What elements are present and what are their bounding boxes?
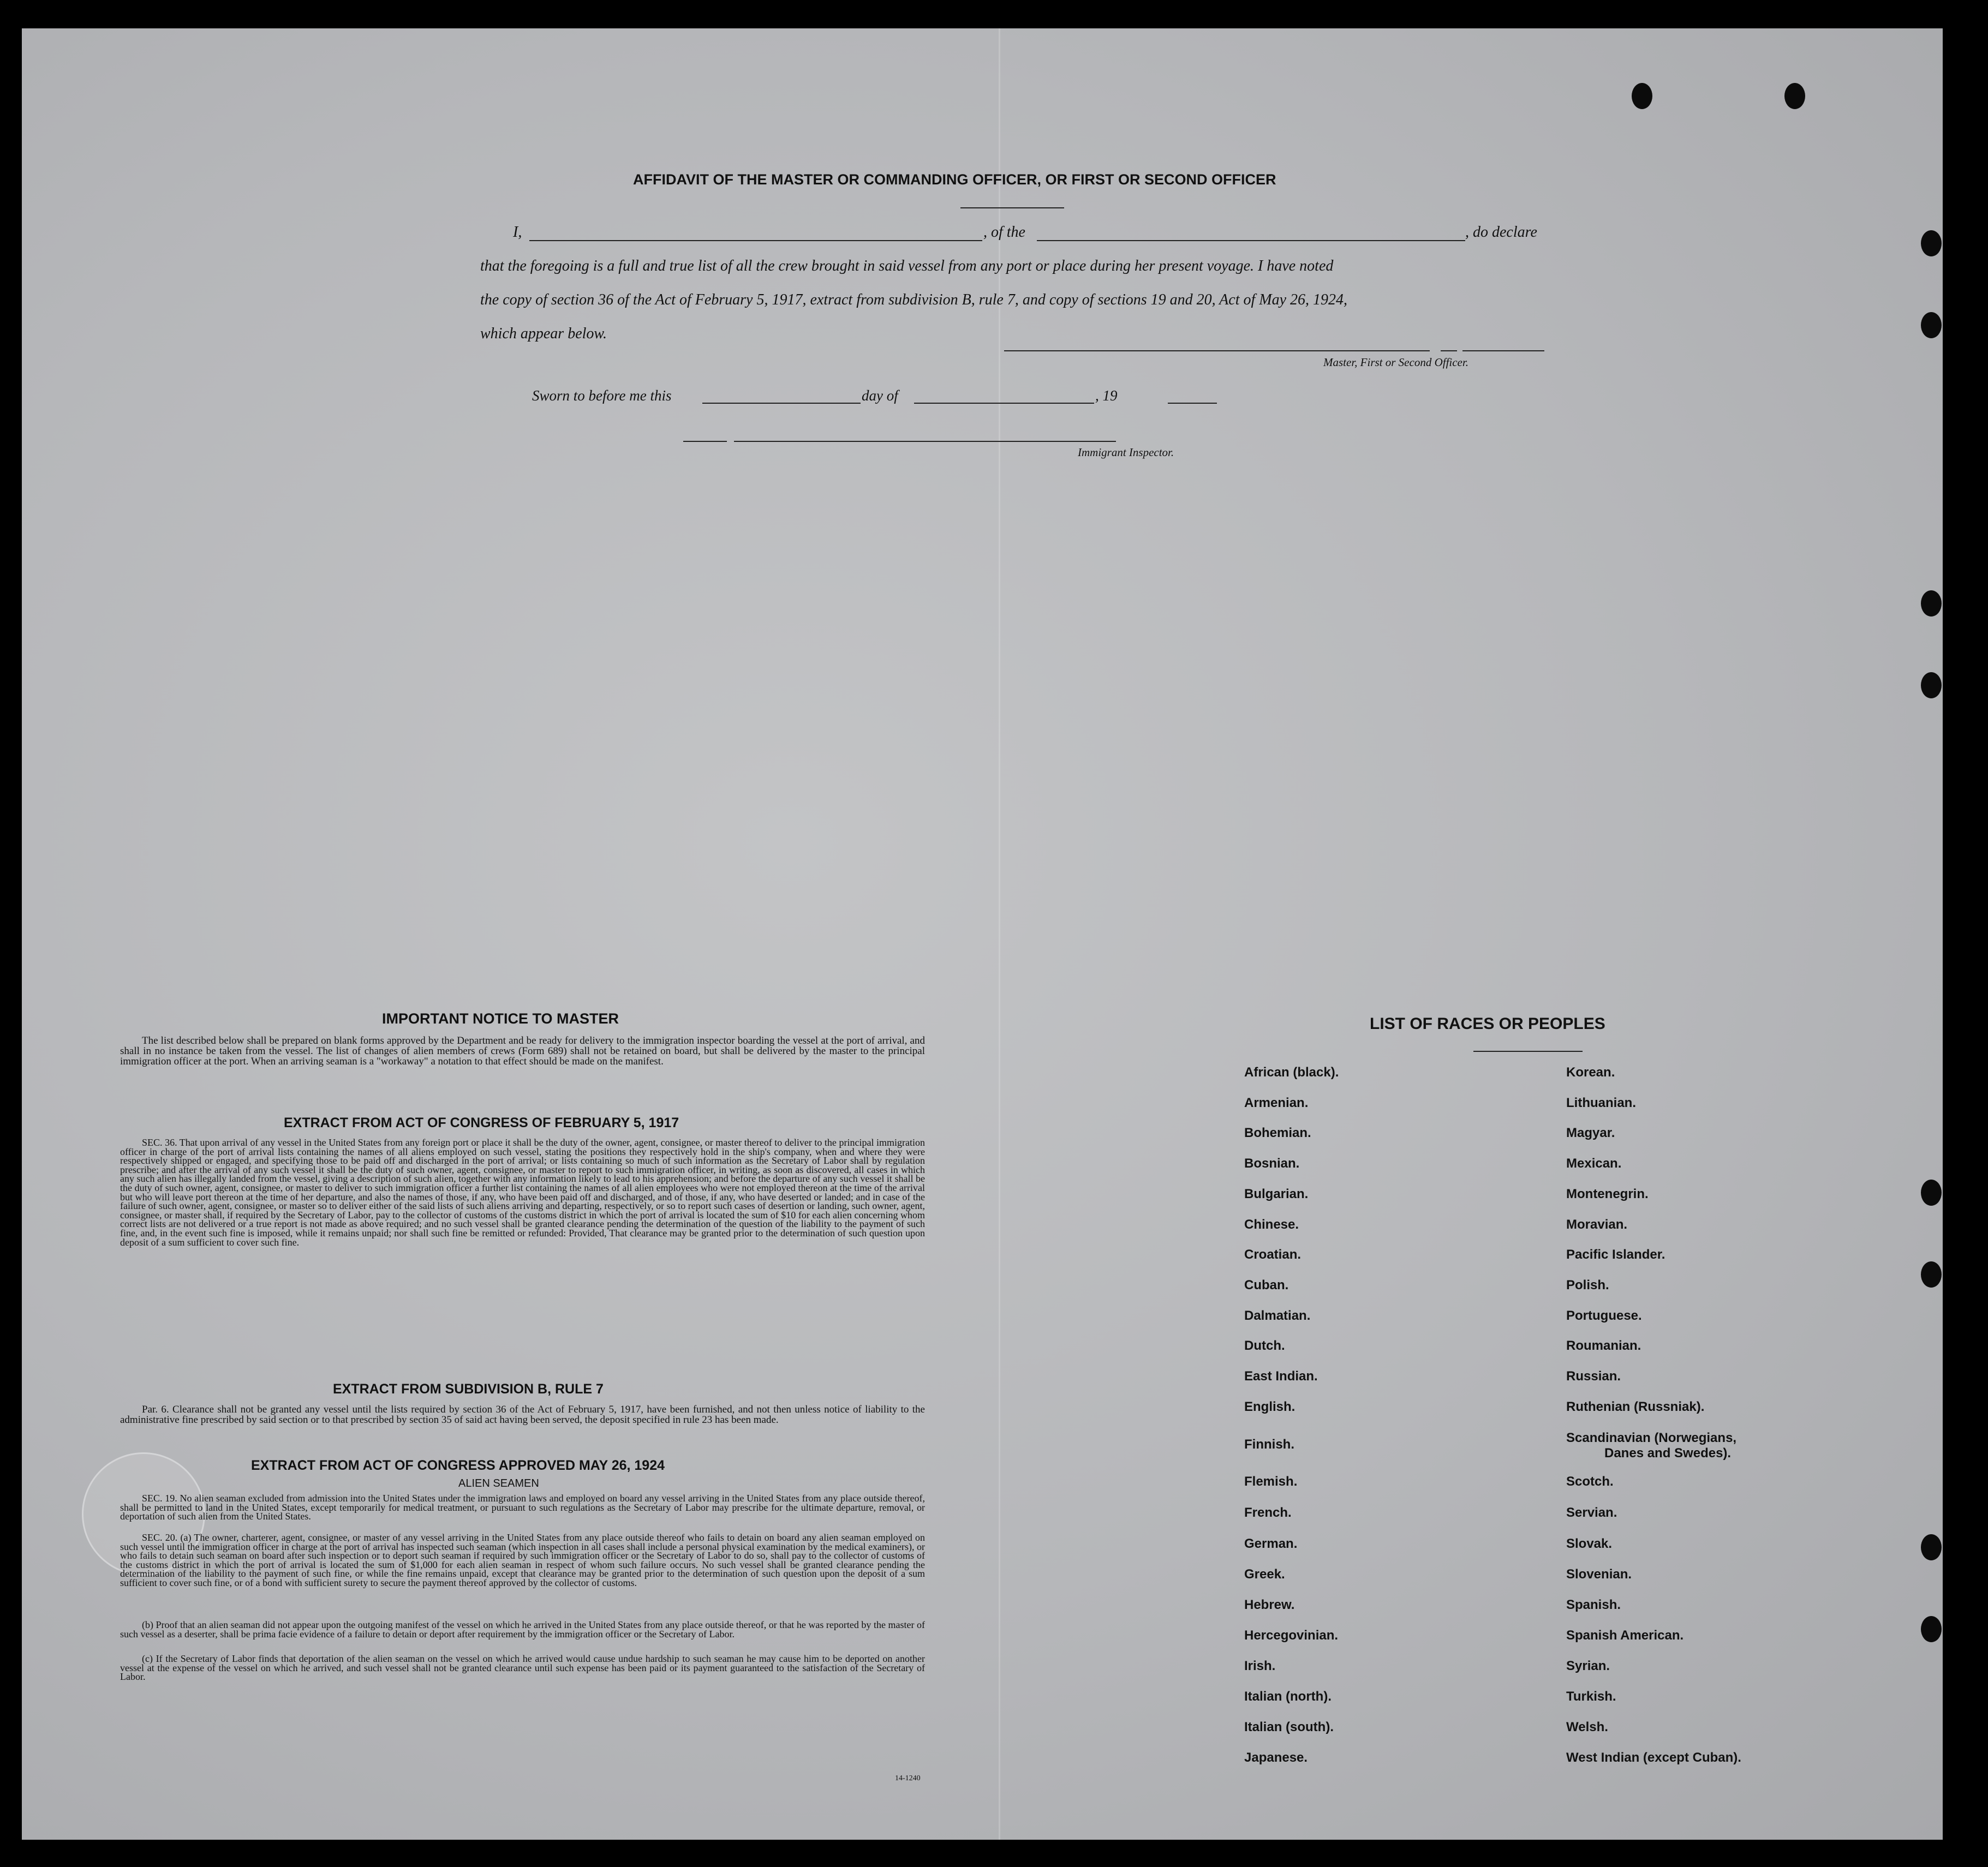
punch-hole bbox=[1921, 1534, 1942, 1560]
race-item: Croatian. bbox=[1244, 1247, 1302, 1262]
sec19-text: SEC. 19. No alien seaman excluded from admission into the United States under the immigration laws and employed on board any vessel arriving in the United States from any place outside thereof, shall be permitted to land in the United States, except temporarily for medical treatment, or pursuant to such regulations as the Secretary of Labor may prescribe for the ultimate departure, removal, or deportation of such alien from the United States. bbox=[120, 1493, 925, 1522]
race-item: Hercegovinian. bbox=[1244, 1628, 1339, 1643]
race-item: German. bbox=[1244, 1536, 1298, 1551]
punch-hole bbox=[1921, 312, 1942, 338]
signature-label: Master, First or Second Officer. bbox=[1323, 356, 1468, 369]
race-item: Ruthenian (Russniak). bbox=[1566, 1399, 1705, 1414]
race-item: Magyar. bbox=[1566, 1126, 1615, 1140]
race-item: Polish. bbox=[1566, 1278, 1609, 1292]
extract-rule7-text: Par. 6. Clearance shall not be granted any vessel until the lists required by section 36 of the Act of February 5, 1917, have been furnished, and not then unless notice of liability to the administrative fine prescribed by said section or to that prescribed by section 35 of said act having been served, the deposit specified in rule 23 has been made. bbox=[120, 1404, 925, 1426]
race-item: Syrian. bbox=[1566, 1659, 1610, 1673]
race-item: Portuguese. bbox=[1566, 1308, 1642, 1323]
race-item: Armenian. bbox=[1244, 1096, 1309, 1110]
race-item: West Indian (except Cuban). bbox=[1566, 1750, 1741, 1765]
affidavit-line-4: which appear below. bbox=[480, 325, 607, 342]
sec20c-text: (c) If the Secretary of Labor finds that deportation of the alien seaman on the vessel on which he arrived would cause undue hardship to such seaman he may cause him to be deported on another vessel at the expense of the vessel on which he arrived, and such vessel shall not be granted clearance until such expense has been paid or its payment guaranteed to the satisfaction of the Secretary of Labor. bbox=[120, 1653, 925, 1683]
race-item: Flemish. bbox=[1244, 1474, 1298, 1489]
inspector-label: Immigrant Inspector. bbox=[1078, 446, 1174, 459]
race-item: East Indian. bbox=[1244, 1369, 1318, 1384]
notice-text: The list described below shall be prepared on blank forms approved by the Department and be ready for delivery to the immigration inspector boarding the vessel at the port of arrival, and shall in no instance be taken from the vessel. The list of changes of alien members of crews (Form 689) shall not be retained on board, but shall be delivered by the master to the principal immigration officer at the port. When an arriving seaman is a "workaway" a notation to that effect should be made on the manifest. bbox=[120, 1035, 925, 1067]
alien-seamen-subtitle: ALIEN SEAMEN bbox=[458, 1477, 539, 1489]
punch-hole bbox=[1921, 590, 1942, 617]
race-item: English. bbox=[1244, 1399, 1296, 1414]
punch-hole bbox=[1784, 83, 1805, 109]
declarant-label: I, bbox=[513, 224, 522, 241]
race-item: African (black). bbox=[1244, 1065, 1339, 1080]
form-number: 14-1240 bbox=[895, 1774, 921, 1782]
sworn-day-field[interactable] bbox=[702, 403, 861, 404]
race-item: Dutch. bbox=[1244, 1338, 1285, 1353]
race-item: Scotch. bbox=[1566, 1474, 1614, 1489]
vessel-name-field[interactable] bbox=[1037, 240, 1465, 241]
punch-hole bbox=[1921, 1616, 1942, 1642]
race-item: Chinese. bbox=[1244, 1217, 1299, 1232]
race-item: Welsh. bbox=[1566, 1720, 1608, 1734]
sworn-year-field[interactable] bbox=[1168, 403, 1217, 404]
race-item: Finnish. bbox=[1244, 1437, 1294, 1452]
day-of-label: day of bbox=[862, 387, 898, 404]
affidavit-line-2: that the foregoing is a full and true list of all the crew brought in said vessel from any port or place during her present voyage. I have noted bbox=[480, 258, 1334, 274]
punch-hole bbox=[1921, 230, 1942, 256]
declarant-name-field[interactable] bbox=[529, 240, 982, 241]
affidavit-line-3: the copy of section 36 of the Act of February 5, 1917, extract from subdivision B, rule 7, and copy of sections 19 and 20, Act of May 26, 1924, bbox=[480, 291, 1348, 308]
extract-1917-text: SEC. 36. That upon arrival of any vessel in the United States from any foreign port or place it shall be the duty of the owner, agent, consignee, or master thereof to deliver to the principal immigration officer in charge of the port of arrival lists containing the names of all aliens employed on such vessel, stating the positions they respectively hold in the ship's company, when and where they were respectively shipped or engaged, and specifying those to be paid off and discharged in the port of arrival; or lists containing so much of such information as the Secretary of Labor shall by regulation prescribe; and after the arrival of any such vessel it shall be the duty of such owner, agent, consignee, or master to report to such immigration officer, in writing, as soon as discovered, all cases in which any such alien has illegally landed from the vessel, giving a description of such alien, together with any information likely to lead to his apprehension; and before the departure of any such vessel it shall be the duty of such owner, agent, consignee, or master to deliver to such immigration officer a further list containing the names of all alien employees who were not employed thereon at the time of the arrival but who will leave port thereon at the time of her departure, and also the names of those, if any, who have been paid off and discharged, and of those, if any, who have deserted or landed; and in case of the failure of such owner, agent, consignee, or master so to deliver either of the said lists of such aliens arriving and departing, respectively, or so to report such cases of desertion or landing, such owner, agent, consignee, or master shall, if required by the Secretary of Labor, pay to the collector of customs of the customs district in which the port of arrival is located the sum of $10 for each alien concerning whom correct lists are not delivered or a true report is not made as above required; and no such vessel shall be granted clearance pending the determination of the question of the liability to the payment of such fine, and, in the event such fine is imposed, while it remains unpaid; nor shall such fine be remitted or refunded: Provided, That clearance may be granted prior to the determination of such question upon deposit of a sum sufficient to cover such fine. bbox=[120, 1137, 925, 1248]
sec20a-text: SEC. 20. (a) The owner, charterer, agent, consignee, or master of any vessel arriving in the United States from any place outside thereof who fails to detain on board any alien seaman employed on such vessel until the immigration officer in charge at the port of arrival has inspected such seaman (which inspection in all cases shall include a personal physical examination by the medical examiners), or who fails to detain such seaman on board after such inspection or to deport such seaman if required by such immigration officer or the Secretary of Labor to do so, shall pay to the collector of customs of the customs district in which the port of arrival is located the sum of $1,000 for each alien seaman in respect of whom such failure occurs. No such vessel shall be granted clearance pending the determination of the liability to the payment of such fine, or while the fine remains unpaid, except that clearance may be granted prior to the determination of such question upon the deposit of a sum sufficient to cover such fine, or of a bond with sufficient surety to secure the payment thereof approved by the collector of customs. bbox=[120, 1532, 925, 1588]
race-item: Servian. bbox=[1566, 1505, 1617, 1520]
extract-1917-title: EXTRACT FROM ACT OF CONGRESS OF FEBRUARY 5, 1917 bbox=[284, 1115, 679, 1130]
left-people-column bbox=[1244, 1065, 1572, 1818]
race-item: Spanish American. bbox=[1566, 1628, 1684, 1643]
race-item: Danes and Swedes). bbox=[1604, 1446, 1732, 1461]
punch-hole bbox=[1921, 672, 1942, 698]
race-item: Mexican. bbox=[1566, 1156, 1622, 1171]
extract-1924-title: EXTRACT FROM ACT OF CONGRESS APPROVED MAY 26, 1924 bbox=[251, 1458, 665, 1473]
extract-rule7-title: EXTRACT FROM SUBDIVISION B, RULE 7 bbox=[333, 1381, 604, 1397]
race-item: Roumanian. bbox=[1566, 1338, 1641, 1353]
affidavit-title: AFFIDAVIT OF THE MASTER OR COMMANDING OFFICER, OR FIRST OR SECOND OFFICER bbox=[633, 171, 1276, 188]
race-item: Bulgarian. bbox=[1244, 1187, 1309, 1201]
right-people-column bbox=[1566, 1065, 1915, 1818]
race-item: Spanish. bbox=[1566, 1597, 1621, 1612]
race-item: French. bbox=[1244, 1505, 1292, 1520]
year-label: , 19 bbox=[1095, 387, 1118, 404]
race-item: Italian (north). bbox=[1244, 1689, 1332, 1704]
races-title-rule bbox=[1473, 1051, 1583, 1052]
sworn-line bbox=[532, 387, 1241, 409]
race-item: Slovenian. bbox=[1566, 1567, 1632, 1582]
inspector-line[interactable] bbox=[683, 441, 727, 442]
race-item: Dalmatian. bbox=[1244, 1308, 1311, 1323]
race-item: Scandinavian (Norwegians, bbox=[1566, 1431, 1737, 1445]
signature-line-end bbox=[1462, 350, 1544, 351]
declare-label: , do declare bbox=[1465, 224, 1537, 241]
affidavit-line-1 bbox=[513, 224, 1550, 243]
vessel-label: , of the bbox=[983, 224, 1025, 241]
signature-line-short bbox=[1441, 350, 1457, 351]
race-item: Turkish. bbox=[1566, 1689, 1616, 1704]
punch-hole bbox=[1921, 1180, 1942, 1206]
race-item: Greek. bbox=[1244, 1567, 1285, 1582]
sworn-label: Sworn to before me this bbox=[532, 387, 672, 404]
race-item: Lithuanian. bbox=[1566, 1096, 1636, 1110]
signature-line[interactable] bbox=[1004, 350, 1430, 351]
race-item: Pacific Islander. bbox=[1566, 1247, 1665, 1262]
race-item: Montenegrin. bbox=[1566, 1187, 1649, 1201]
sec20b-text: (b) Proof that an alien seaman did not appear upon the outgoing manifest of the vessel on which he arrived in the United States from any place outside thereof, or that he was reported by the master of such vessel as a deserter, shall be prima facie evidence of a failure to detain or deport after requirement by the immigration officer or the Secretary of Labor. bbox=[120, 1619, 925, 1639]
race-item: Moravian. bbox=[1566, 1217, 1628, 1232]
race-item: Irish. bbox=[1244, 1659, 1276, 1673]
notice-title: IMPORTANT NOTICE TO MASTER bbox=[382, 1010, 619, 1027]
document-sheet bbox=[22, 28, 1943, 1840]
race-item: Bohemian. bbox=[1244, 1126, 1311, 1140]
title-rule bbox=[960, 207, 1064, 208]
race-item: Bosnian. bbox=[1244, 1156, 1300, 1171]
inspector-line-main[interactable] bbox=[734, 441, 1116, 442]
race-item: Hebrew. bbox=[1244, 1597, 1295, 1612]
race-item: Japanese. bbox=[1244, 1750, 1308, 1765]
race-item: Slovak. bbox=[1566, 1536, 1613, 1551]
races-title: LIST OF RACES OR PEOPLES bbox=[1370, 1015, 1605, 1033]
sworn-month-field[interactable] bbox=[914, 403, 1094, 404]
race-item: Cuban. bbox=[1244, 1278, 1289, 1292]
punch-hole bbox=[1632, 83, 1652, 109]
race-item: Russian. bbox=[1566, 1369, 1621, 1384]
race-item: Italian (south). bbox=[1244, 1720, 1334, 1734]
race-item: Korean. bbox=[1566, 1065, 1615, 1080]
punch-hole bbox=[1921, 1261, 1942, 1288]
